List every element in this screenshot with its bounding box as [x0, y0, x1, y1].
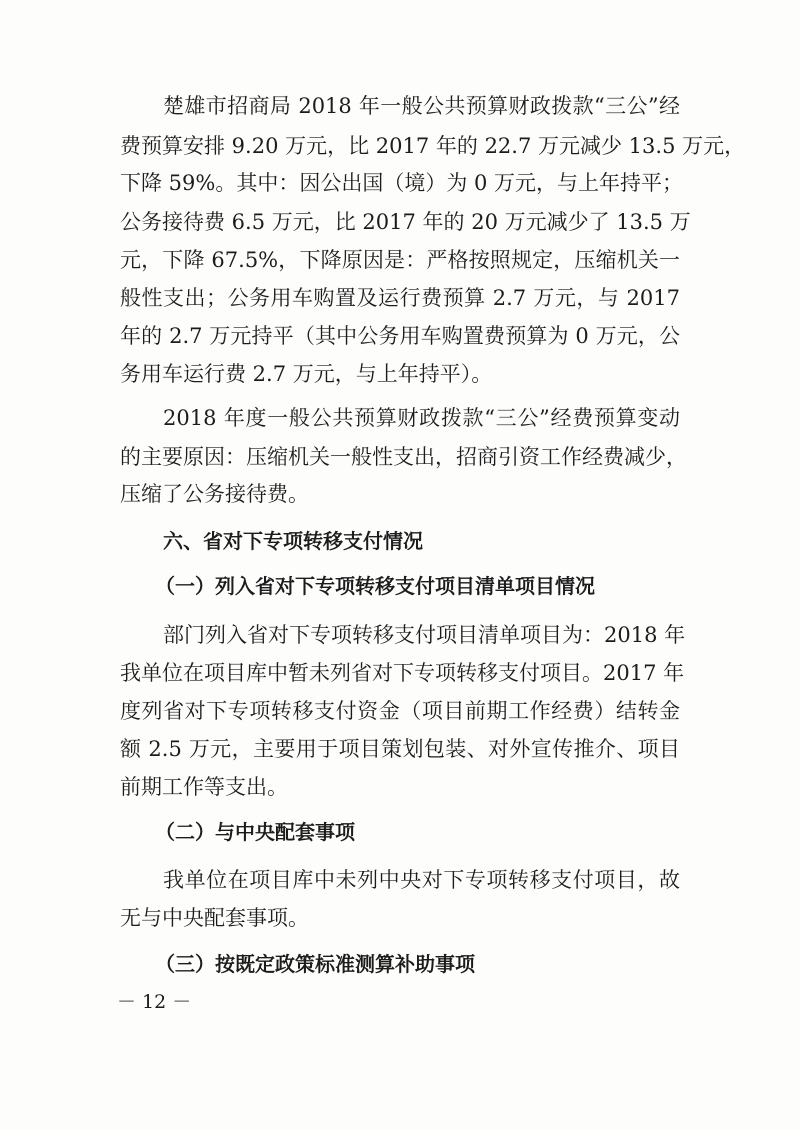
paragraph-2-line-1: 2018 年度一般公共预算财政拨款“三公”经费预算变动 [163, 406, 680, 430]
paragraph-2-line-2: 的主要原因：压缩机关一般性支出，招商引资工作经费减少， [120, 445, 687, 469]
subsection-3-heading: （三）按既定政策标准测算补助事项 [155, 952, 475, 976]
paragraph-1-line-4: 公务接待费 6.5 万元，比 2017 年的 20 万元减少了 13.5 万 [120, 210, 691, 234]
paragraph-3-line-1: 部门列入省对下专项转移支付项目清单项目为：2018 年 [163, 623, 686, 647]
subsection-1-heading: （一）列入省对下专项转移支付项目清单项目情况 [155, 574, 595, 598]
paragraph-1-line-8: 务用车运行费 2.7 万元，与上年持平）。 [120, 362, 493, 386]
paragraph-1-line-3: 下降 59%。其中：因公出国（境）为 0 万元，与上年持平； [120, 171, 684, 195]
paragraph-4-line-2: 无与中央配套事项。 [120, 906, 309, 930]
paragraph-1-line-1: 楚雄市招商局 2018 年一般公共预算财政拨款“三公”经 [163, 94, 680, 118]
paragraph-3-line-4: 额 2.5 万元，主要用于项目策划包装、对外宣传推介、项目 [120, 737, 680, 761]
paragraph-1-line-6: 般性支出；公务用车购置及运行费预算 2.7 万元，与 2017 [120, 286, 680, 310]
paragraph-3-line-5: 前期工作等支出。 [120, 775, 288, 799]
section-6-heading: 六、省对下专项转移支付情况 [163, 529, 423, 553]
paragraph-3-line-2: 我单位在项目库中暂未列省对下专项转移支付项目。2017 年 [120, 661, 685, 685]
paragraph-1-line-7: 年的 2.7 万元持平（其中公务用车购置费预算为 0 万元，公 [120, 324, 680, 348]
paragraph-1-line-5: 元，下降 67.5%，下降原因是：严格按照规定，压缩机关一 [120, 248, 680, 272]
page-number: － 12 － [117, 991, 192, 1013]
paragraph-2-line-3: 压缩了公务接待费。 [120, 482, 309, 506]
subsection-2-heading: （二）与中央配套事项 [155, 820, 355, 844]
paragraph-4-line-1: 我单位在项目库中未列中央对下专项转移支付项目，故 [163, 868, 680, 892]
paragraph-1-line-2: 费预算安排 9.20 万元，比 2017 年的 22.7 万元减少 13.5 万元， [120, 134, 746, 158]
paragraph-3-line-3: 度列省对下专项转移支付资金（项目前期工作经费）结转金 [120, 699, 680, 723]
